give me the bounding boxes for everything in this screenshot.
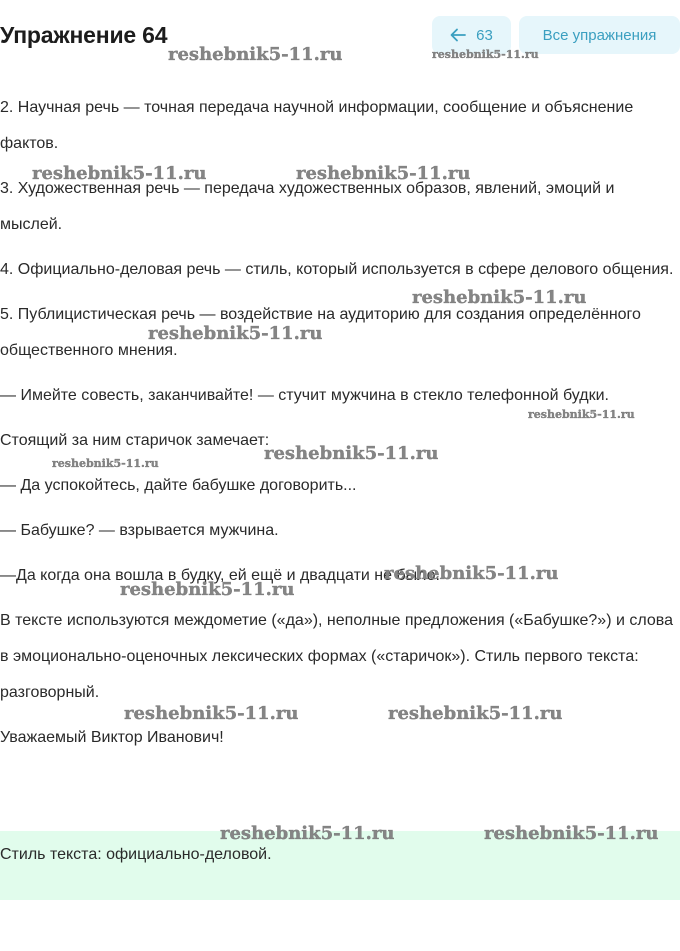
paragraph: — Имейте совесть, заканчивайте! — стучит мужчина в стекло телефонной будки. (0, 387, 609, 404)
paragraph: В тексте используются междометие («да»), неполные предложения («Бабушке?») и слова в эмоционально-оценочных лексических формах («старичок»). Стиль первого текста: разговорный. (0, 612, 673, 701)
paragraph: Стоящий за ним старичок замечает: (0, 432, 270, 449)
paragraph: 4. Официально-деловая речь — стиль, который используется в сфере делового общения. (0, 261, 674, 278)
watermark: reshebnik5-11.ru (528, 408, 635, 421)
answer-content (0, 90, 680, 756)
watermark: reshebnik5-11.ru (264, 443, 439, 464)
watermark: reshebnik5-11.ru (432, 48, 539, 61)
arrow-left-icon (450, 28, 466, 42)
watermark: reshebnik5-11.ru (484, 823, 659, 844)
paragraph: 2. Научная речь — точная передача научной информации, сообщение и объяснение фактов. (0, 99, 634, 152)
watermark: reshebnik5-11.ru (296, 163, 471, 184)
paragraph: 5. Публицистическая речь — воздействие на аудиторию для создания определённого общественного мнения. (0, 306, 641, 359)
result-text: Стиль текста: официально-деловой. (0, 846, 272, 863)
watermark: reshebnik5-11.ru (168, 44, 343, 65)
previous-exercise-number: 63 (476, 26, 493, 44)
paragraph: Уважаемый Виктор Иванович! (0, 729, 224, 746)
watermark: reshebnik5-11.ru (52, 457, 159, 470)
paragraph: —Да когда она вошла в будку, ей ещё и двадцати не было. (0, 567, 440, 584)
watermark: reshebnik5-11.ru (220, 823, 395, 844)
paragraph: 3. Художественная речь — передача художественных образов, явлений, эмоций и мыслей. (0, 180, 615, 233)
paragraph: — Да успокойтесь, дайте бабушке договорить... (0, 477, 357, 494)
watermark: reshebnik5-11.ru (124, 703, 299, 724)
watermark: reshebnik5-11.ru (120, 579, 295, 600)
paragraph: — Бабушке? — взрывается мужчина. (0, 522, 279, 539)
all-exercises-button[interactable]: Все упражнения (519, 16, 680, 54)
watermark: reshebnik5-11.ru (384, 563, 559, 584)
watermark: reshebnik5-11.ru (148, 323, 323, 344)
watermark: reshebnik5-11.ru (32, 163, 207, 184)
watermark: reshebnik5-11.ru (412, 287, 587, 308)
watermark: reshebnik5-11.ru (388, 703, 563, 724)
page-title: Упражнение 64 (0, 22, 168, 48)
